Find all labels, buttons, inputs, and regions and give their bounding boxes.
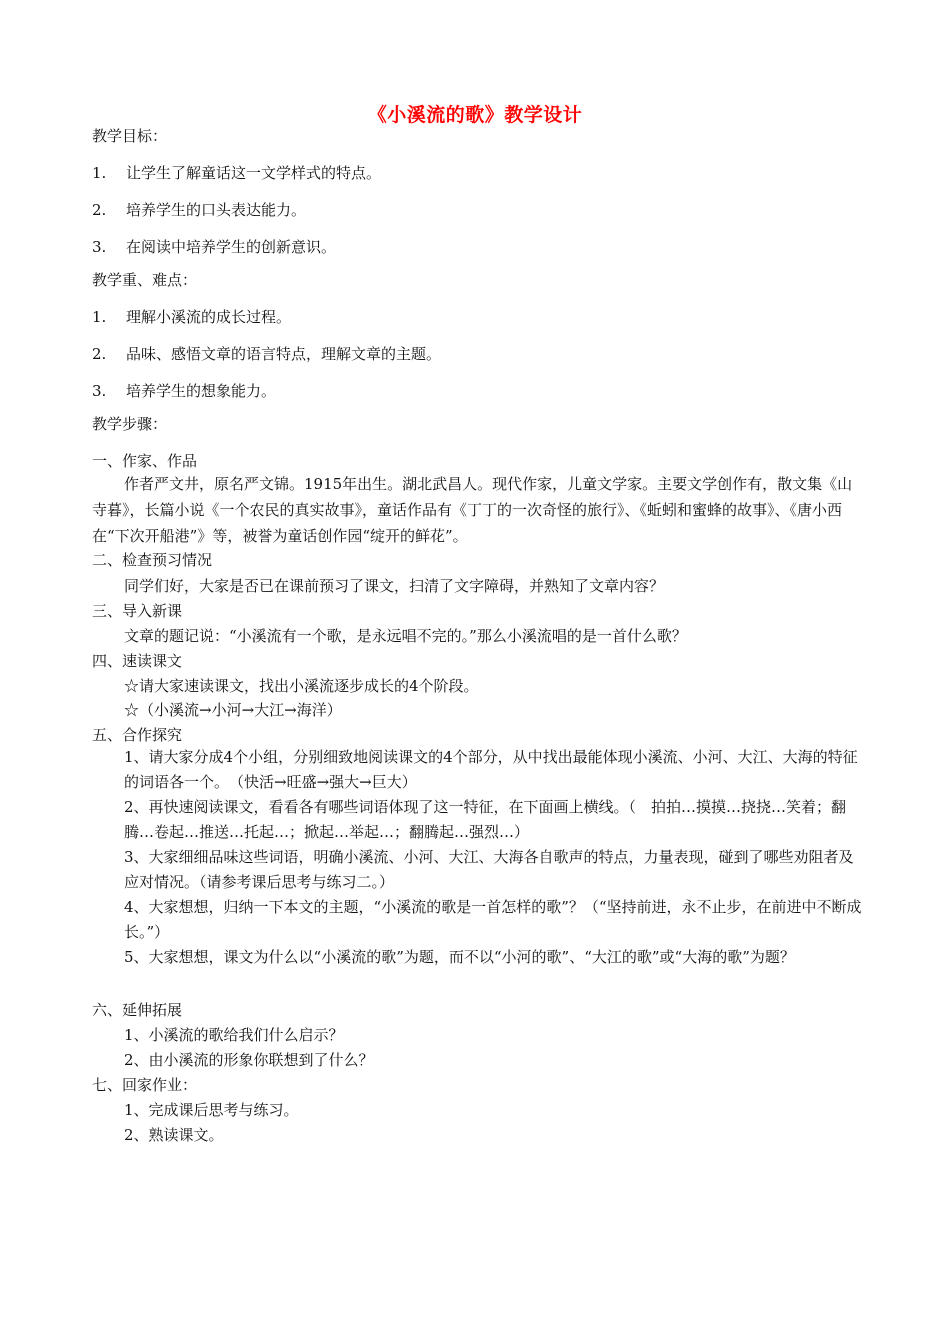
key-point-text: 品味、感悟文章的语言特点，理解文章的主题。 bbox=[126, 345, 442, 363]
section-paragraph: 2、再快速阅读课文，看看各有哪些词语体现了这一特征，在下面画上横线。（ 拍拍…摸摸…挠挠…笑着；翻腾…卷起…推送…托起…；掀起…举起…；翻腾起…强烈…） bbox=[124, 798, 847, 841]
key-point-text: 理解小溪流的成长过程。 bbox=[126, 308, 292, 326]
goal-item-text: 培养学生的口头表达能力。 bbox=[126, 201, 307, 219]
section-heading: 二、检查预习情况 bbox=[92, 551, 213, 569]
goal-item bbox=[92, 200, 306, 220]
key-point-number: 2. bbox=[92, 345, 107, 363]
goal-item-number: 1. bbox=[92, 164, 107, 182]
key-point-item bbox=[92, 344, 441, 364]
section-paragraph: 3、大家细细品味这些词语，明确小溪流、小河、大江、大海各自歌声的特点，力量表现，碰到了哪些劝阻者及应对情况。（请参考课后思考与练习二。） bbox=[124, 848, 854, 891]
document-title: 《小溪流的歌》教学设计 bbox=[367, 104, 583, 126]
steps-heading: 教学步骤： bbox=[92, 415, 168, 433]
goals-heading: 教学目标： bbox=[92, 127, 168, 145]
key-point-text: 培养学生的想象能力。 bbox=[126, 382, 277, 400]
section-paragraph: 1、请大家分成4个小组，分别细致地阅读课文的4个部分，从中找出最能体现小溪流、小河、大江、大海的特征的词语各一个。 （快活→旺盛→强大→巨大） bbox=[124, 748, 858, 791]
section-heading: 七、回家作业： bbox=[92, 1076, 198, 1094]
goal-item bbox=[92, 163, 381, 183]
section-paragraph: 4、大家想想，归纳一下本文的主题，“小溪流的歌是一首怎样的歌”？（“坚持前进，永不止步，在前进中不断成长。”） bbox=[124, 898, 862, 941]
goal-item bbox=[92, 237, 336, 257]
key-points-heading: 教学重、难点： bbox=[92, 271, 198, 289]
section-heading: 五、合作探究 bbox=[92, 726, 183, 744]
section-heading: 一、作家、作品 bbox=[92, 452, 198, 470]
section-paragraph: ☆请大家速读课文，找出小溪流逐步成长的4个阶段。 bbox=[124, 677, 479, 695]
goal-item-number: 2. bbox=[92, 201, 107, 219]
goal-item-text: 让学生了解童话这一文学样式的特点。 bbox=[126, 164, 382, 182]
section-paragraph: 5、大家想想，课文为什么以“小溪流的歌”为题，而不以“小河的歌”、“大江的歌”或“大海的歌”为题？ bbox=[124, 948, 795, 966]
key-point-item bbox=[92, 307, 291, 327]
section-paragraph: 1、完成课后思考与练习。 bbox=[124, 1101, 299, 1119]
key-point-number: 3. bbox=[92, 382, 107, 400]
section-heading: 四、速读课文 bbox=[92, 652, 183, 670]
section-paragraph: ☆（小溪流→小河→大江→海洋） bbox=[124, 701, 342, 719]
section-paragraph: 2、熟读课文。 bbox=[124, 1126, 224, 1144]
section-paragraph: 同学们好，大家是否已在课前预习了课文，扫清了文字障碍，并熟知了文章内容？ bbox=[124, 577, 665, 595]
key-point-item bbox=[92, 381, 276, 401]
key-point-number: 1. bbox=[92, 308, 107, 326]
section-heading: 三、导入新课 bbox=[92, 602, 183, 620]
section-paragraph: 文章的题记说：“小溪流有一个歌，是永远唱不完的。”那么小溪流唱的是一首什么歌？ bbox=[124, 627, 687, 645]
goal-item-text: 在阅读中培养学生的创新意识。 bbox=[126, 238, 337, 256]
section-heading: 六、延伸拓展 bbox=[92, 1001, 183, 1019]
section-paragraph: 1、小溪流的歌给我们什么启示？ bbox=[124, 1026, 344, 1044]
section-paragraph: 2、由小溪流的形象你联想到了什么？ bbox=[124, 1051, 374, 1069]
goal-item-number: 3. bbox=[92, 238, 107, 256]
section-paragraph: 作者严文井，原名严文锦。1915年出生。湖北武昌人。现代作家，儿童文学家。主要文学创作有，散文集《山寺暮》，长篇小说《一个农民的真实故事》，童话作品有《丁丁的一次奇怪的旅行》、《蚯蚓和蜜蜂的故事》、《唐小西在“下次开船港”》等，被誉为童话创作园“绽开的鲜花”。 bbox=[92, 475, 853, 545]
